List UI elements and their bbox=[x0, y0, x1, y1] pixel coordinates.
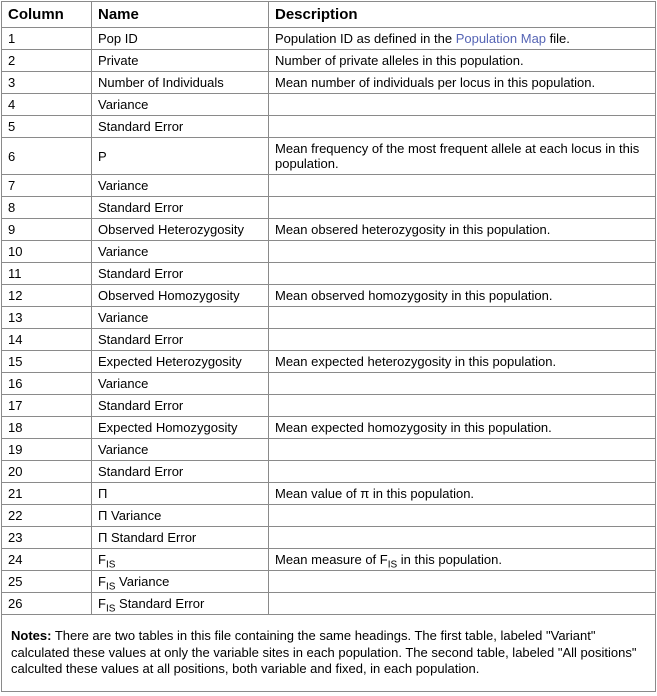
description-cell bbox=[269, 175, 656, 197]
name-cell: $F_{IS}$ bbox=[92, 549, 269, 571]
table-row bbox=[2, 138, 656, 175]
column-number-cell: 19 bbox=[2, 439, 92, 461]
description-cell bbox=[269, 116, 656, 138]
description-cell bbox=[269, 593, 656, 615]
table-row bbox=[2, 483, 656, 505]
name-cell: Π Variance bbox=[92, 505, 269, 527]
name-cell: Standard Error bbox=[92, 329, 269, 351]
name-cell: Variance bbox=[92, 439, 269, 461]
description-cell bbox=[269, 461, 656, 483]
description-cell bbox=[269, 505, 656, 527]
table-row bbox=[2, 439, 656, 461]
notes-label: Notes: bbox=[11, 628, 52, 643]
table-row bbox=[2, 263, 656, 285]
description-cell: Mean expected heterozygosity in this population. bbox=[269, 351, 656, 373]
name-cell: $F_{IS}$ Variance bbox=[92, 571, 269, 593]
column-number-cell: 11 bbox=[2, 263, 92, 285]
table-row bbox=[2, 527, 656, 549]
column-number-cell: 8 bbox=[2, 197, 92, 219]
description-cell bbox=[269, 197, 656, 219]
column-number-cell: 10 bbox=[2, 241, 92, 263]
name-cell: Standard Error bbox=[92, 461, 269, 483]
name-cell: Standard Error bbox=[92, 263, 269, 285]
population-map-link[interactable]: Population Map bbox=[455, 31, 547, 46]
name-cell: Pop ID bbox=[92, 28, 269, 50]
table-row bbox=[2, 50, 656, 72]
table-row bbox=[2, 351, 656, 373]
description-cell bbox=[269, 263, 656, 285]
description-cell bbox=[269, 395, 656, 417]
table-row bbox=[2, 285, 656, 307]
description-cell bbox=[269, 439, 656, 461]
table-row bbox=[2, 94, 656, 116]
column-number-cell: 20 bbox=[2, 461, 92, 483]
columns-description-table bbox=[1, 1, 656, 692]
column-number-cell: 23 bbox=[2, 527, 92, 549]
description-cell: Number of private alleles in this population. bbox=[269, 50, 656, 72]
table-row bbox=[2, 329, 656, 351]
column-number-cell: 25 bbox=[2, 571, 92, 593]
name-cell: Variance bbox=[92, 373, 269, 395]
table-row bbox=[2, 197, 656, 219]
description-cell: Mean number of individuals per locus in this population. bbox=[269, 72, 656, 94]
description-cell bbox=[269, 94, 656, 116]
description-cell bbox=[269, 329, 656, 351]
name-cell: Π Standard Error bbox=[92, 527, 269, 549]
table-body bbox=[2, 28, 656, 615]
description-cell: Population ID as defined in the Population Map file. bbox=[269, 28, 656, 50]
column-number-cell: 22 bbox=[2, 505, 92, 527]
header-row bbox=[2, 2, 656, 28]
name-cell: Observed Homozygosity bbox=[92, 285, 269, 307]
column-number-cell: 15 bbox=[2, 351, 92, 373]
column-number-cell: 17 bbox=[2, 395, 92, 417]
column-number-cell: 3 bbox=[2, 72, 92, 94]
column-number-cell: 1 bbox=[2, 28, 92, 50]
name-cell: Expected Heterozygosity bbox=[92, 351, 269, 373]
description-cell: Mean expected homozygosity in this population. bbox=[269, 417, 656, 439]
column-number-cell: 16 bbox=[2, 373, 92, 395]
name-cell: Variance bbox=[92, 241, 269, 263]
header-description: Description bbox=[269, 2, 656, 28]
table-row bbox=[2, 571, 656, 593]
name-cell: $F_{IS}$ Standard Error bbox=[92, 593, 269, 615]
header-column: Column bbox=[2, 2, 92, 28]
table-row bbox=[2, 307, 656, 329]
notes-text: There are two tables in this file containing the same headings. The first table, labeled "Variant" calculated these values at only the variable sites in each population. The second table, labeled "All positions" calculted these values at all positions, both variable and fixed, in each population. bbox=[11, 628, 637, 676]
column-number-cell: 2 bbox=[2, 50, 92, 72]
description-cell bbox=[269, 241, 656, 263]
description-cell: Mean observed homozygosity in this population. bbox=[269, 285, 656, 307]
name-cell: Variance bbox=[92, 307, 269, 329]
name-cell: P bbox=[92, 138, 269, 175]
description-cell: Mean value of π in this population. bbox=[269, 483, 656, 505]
column-number-cell: 9 bbox=[2, 219, 92, 241]
table-row bbox=[2, 461, 656, 483]
table-row bbox=[2, 116, 656, 138]
table-row bbox=[2, 175, 656, 197]
description-cell bbox=[269, 527, 656, 549]
header-name: Name bbox=[92, 2, 269, 28]
name-cell: Standard Error bbox=[92, 395, 269, 417]
table-row bbox=[2, 28, 656, 50]
column-number-cell: 12 bbox=[2, 285, 92, 307]
column-number-cell: 7 bbox=[2, 175, 92, 197]
notes-row bbox=[2, 615, 656, 692]
name-cell: Private bbox=[92, 50, 269, 72]
description-cell: Mean frequency of the most frequent allele at each locus in this population. bbox=[269, 138, 656, 175]
description-cell: Mean obsered heterozygosity in this population. bbox=[269, 219, 656, 241]
table-row bbox=[2, 241, 656, 263]
column-number-cell: 26 bbox=[2, 593, 92, 615]
name-cell: Observed Heterozygosity bbox=[92, 219, 269, 241]
notes-cell bbox=[2, 615, 656, 692]
name-cell: Number of Individuals bbox=[92, 72, 269, 94]
table-row bbox=[2, 505, 656, 527]
description-cell: Mean measure of $F_{IS}$ in this population. bbox=[269, 549, 656, 571]
name-cell: Variance bbox=[92, 175, 269, 197]
column-number-cell: 5 bbox=[2, 116, 92, 138]
description-cell bbox=[269, 307, 656, 329]
column-number-cell: 21 bbox=[2, 483, 92, 505]
table-row bbox=[2, 72, 656, 94]
column-number-cell: 14 bbox=[2, 329, 92, 351]
name-cell: Standard Error bbox=[92, 116, 269, 138]
table-row bbox=[2, 219, 656, 241]
table-row bbox=[2, 395, 656, 417]
name-cell: Standard Error bbox=[92, 197, 269, 219]
column-number-cell: 24 bbox=[2, 549, 92, 571]
name-cell: Expected Homozygosity bbox=[92, 417, 269, 439]
table-row bbox=[2, 593, 656, 615]
description-cell bbox=[269, 571, 656, 593]
table-row bbox=[2, 373, 656, 395]
column-number-cell: 18 bbox=[2, 417, 92, 439]
table-row bbox=[2, 417, 656, 439]
name-cell: Π bbox=[92, 483, 269, 505]
column-number-cell: 6 bbox=[2, 138, 92, 175]
table-row bbox=[2, 549, 656, 571]
description-cell bbox=[269, 373, 656, 395]
name-cell: Variance bbox=[92, 94, 269, 116]
column-number-cell: 4 bbox=[2, 94, 92, 116]
column-number-cell: 13 bbox=[2, 307, 92, 329]
